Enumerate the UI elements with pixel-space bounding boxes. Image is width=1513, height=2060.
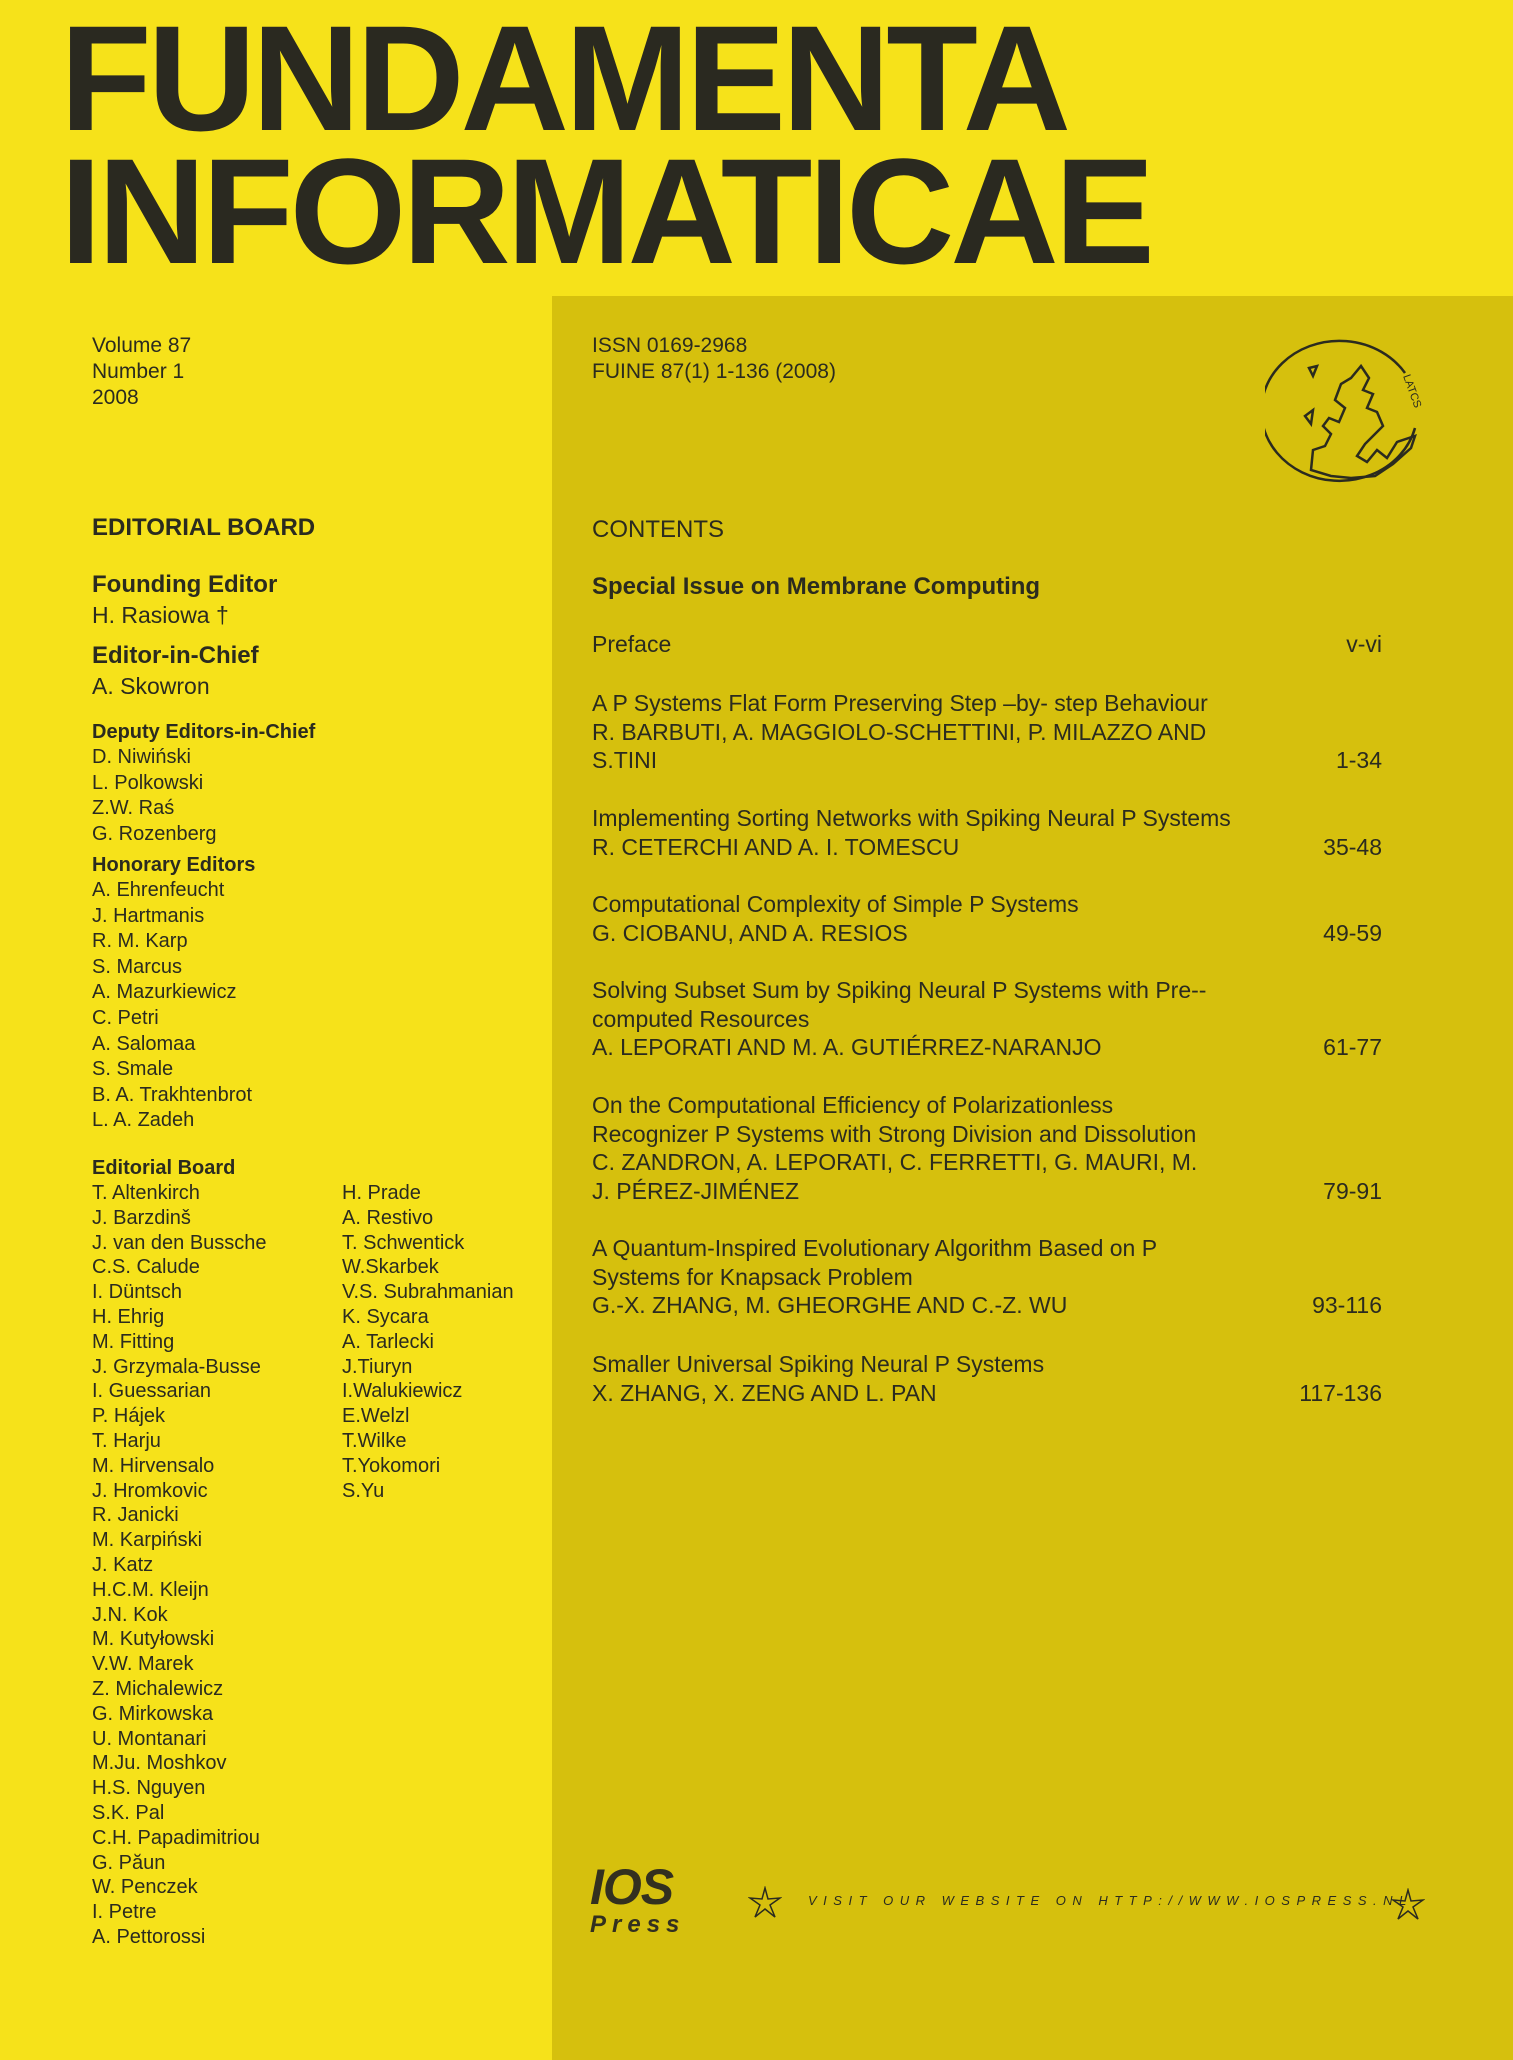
issue-year: 2008 xyxy=(92,386,139,409)
honorary-editors-block xyxy=(92,853,255,1134)
toc-pages: 117-136 xyxy=(1299,1379,1382,1406)
latcs-europe-map-logo xyxy=(1265,338,1435,488)
board-member: M. Fitting xyxy=(92,1330,175,1353)
board-member: I. Düntsch xyxy=(92,1281,183,1304)
issue-number: Number 1 xyxy=(92,360,185,383)
board-member: H. Prade xyxy=(342,1182,421,1204)
toc-authors-line: R. BARBUTI, A. MAGGIOLO-SCHETTINI, P. MILAZZO AND xyxy=(592,718,1207,745)
star-ornament-icon xyxy=(748,1886,782,1920)
toc-entry-preface xyxy=(592,630,1382,659)
toc-pages: 79-91 xyxy=(1323,1177,1382,1204)
board-member: E.Welzl xyxy=(342,1405,410,1428)
founding-editor-name: H. Rasiowa † xyxy=(92,602,229,628)
board-member: T. Schwentick xyxy=(342,1231,465,1254)
journal-title xyxy=(60,0,1151,295)
board-member: Z. Michalewicz xyxy=(92,1677,224,1700)
toc-title-line: Solving Subset Sum by Spiking Neural P Systems with Pre-- xyxy=(592,977,1207,1003)
toc-entry xyxy=(592,804,1382,861)
board-member: G. Mirkowska xyxy=(92,1702,214,1725)
board-member: C.S. Calude xyxy=(92,1256,200,1279)
board-member: J. Grzymala-Busse xyxy=(92,1355,261,1378)
board-member: J.N. Kok xyxy=(92,1603,168,1626)
toc-pages: 93-116 xyxy=(1312,1292,1382,1318)
toc-pages: 61-77 xyxy=(1323,1034,1382,1060)
toc-authors-line: G.-X. ZHANG, M. GHEORGHE AND C.-Z. WU xyxy=(592,1292,1068,1318)
editorial-board-column-2 xyxy=(342,1181,514,1503)
honorary-editor: J. Hartmanis xyxy=(92,904,205,927)
honorary-editor: S. Marcus xyxy=(92,955,183,978)
contents-heading: CONTENTS xyxy=(592,516,724,543)
editor-in-chief-label: Editor-in-Chief xyxy=(92,642,259,669)
editorial-board-column-1 xyxy=(92,1181,267,1950)
toc-pages: 49-59 xyxy=(1323,919,1382,946)
board-member: J. van den Bussche xyxy=(92,1231,267,1254)
toc-pages: v-vi xyxy=(1346,631,1382,657)
journal-title-line2: INFORMATICAE xyxy=(60,127,1151,295)
toc-authors-line: C. ZANDRON, A. LEPORATI, C. FERRETTI, G. MAURI, M. xyxy=(592,1149,1198,1175)
toc-entry xyxy=(592,689,1382,775)
toc-title-line: A Quantum-Inspired Evolutionary Algorithm Based on P xyxy=(592,1235,1158,1261)
board-member: W. Penczek xyxy=(92,1876,198,1899)
board-member: J. Hromkovic xyxy=(92,1479,208,1502)
toc-authors-line: S.TINI xyxy=(592,747,658,773)
board-member: A. Restivo xyxy=(342,1206,434,1229)
honorary-editors-label: Honorary Editors xyxy=(92,854,256,876)
toc-entry xyxy=(592,976,1382,1062)
honorary-editor: B. A. Trakhtenbrot xyxy=(92,1083,253,1106)
board-member: T. Altenkirch xyxy=(92,1182,200,1204)
board-member: H. Ehrig xyxy=(92,1305,165,1328)
board-member: S.Yu xyxy=(342,1479,385,1502)
toc-entry xyxy=(592,1091,1382,1205)
ios-press-logo xyxy=(590,1859,686,1938)
toc-authors-line: X. ZHANG, X. ZENG AND L. PAN xyxy=(592,1379,937,1406)
founding-editor-block xyxy=(92,570,277,630)
issn: ISSN 0169-2968 xyxy=(592,334,748,357)
honorary-editor: L. A. Zadeh xyxy=(92,1109,195,1132)
citation: FUINE 87(1) 1-136 (2008) xyxy=(592,360,836,383)
honorary-editor: S. Smale xyxy=(92,1058,174,1081)
volume: Volume 87 xyxy=(92,334,192,357)
identifiers xyxy=(592,333,836,385)
deputy-editors-block xyxy=(92,720,315,847)
board-member: T.Yokomori xyxy=(342,1454,441,1477)
toc-title-line: Systems for Knapsack Problem xyxy=(592,1263,913,1290)
board-member: J.Tiuryn xyxy=(342,1355,413,1378)
founding-editor-label: Founding Editor xyxy=(92,571,278,598)
website-notice: VISIT OUR WEBSITE ON HTTP://WWW.IOSPRESS.NL xyxy=(808,1893,1413,1908)
board-member: J. Katz xyxy=(92,1553,154,1576)
honorary-editor: A. Salomaa xyxy=(92,1032,196,1055)
board-member: P. Hájek xyxy=(92,1405,166,1428)
toc-authors-line: J. PÉREZ-JIMÉNEZ xyxy=(592,1177,800,1204)
board-member: V.S. Subrahmanian xyxy=(342,1281,514,1304)
toc-title-line: Computational Complexity of Simple P Systems xyxy=(592,891,1079,917)
board-member: M. Hirvensalo xyxy=(92,1454,215,1477)
editorial-board-label-block xyxy=(92,1156,235,1181)
board-member: A. Pettorossi xyxy=(92,1925,206,1948)
board-member: I. Petre xyxy=(92,1901,157,1924)
toc-authors-line: A. LEPORATI AND M. A. GUTIÉRREZ-NARANJO xyxy=(592,1034,1102,1060)
toc-pages: 1-34 xyxy=(1335,747,1382,773)
deputy-editor: D. Niwiński xyxy=(92,746,191,768)
toc-line: Preface xyxy=(592,631,672,657)
toc-entry xyxy=(592,1234,1382,1320)
board-member: T. Harju xyxy=(92,1429,161,1452)
board-member: I.Walukiewicz xyxy=(342,1380,463,1403)
editor-in-chief-block xyxy=(92,641,259,701)
board-member: J. Barzdinš xyxy=(92,1206,191,1229)
toc-title-line: computed Resources xyxy=(592,1005,810,1032)
honorary-editor: R. M. Karp xyxy=(92,930,188,953)
board-member: V.W. Marek xyxy=(92,1653,194,1676)
deputy-editors-label: Deputy Editors-in-Chief xyxy=(92,721,316,743)
board-member: W.Skarbek xyxy=(342,1256,439,1279)
board-member: M.Ju. Moshkov xyxy=(92,1752,227,1775)
board-member: G. Păun xyxy=(92,1851,166,1874)
honorary-editor: A. Mazurkiewicz xyxy=(92,981,237,1004)
toc-title-line: On the Computational Efficiency of Polarizationless xyxy=(592,1092,1114,1118)
special-issue-title: Special Issue on Membrane Computing xyxy=(592,573,1041,600)
board-member: A. Tarlecki xyxy=(342,1330,434,1353)
editorial-board-heading: EDITORIAL BOARD xyxy=(92,514,316,541)
board-member: H.S. Nguyen xyxy=(92,1777,206,1800)
toc-entry xyxy=(592,1350,1382,1407)
board-member: M. Karpiński xyxy=(92,1529,203,1552)
toc-pages: 35-48 xyxy=(1323,833,1382,860)
deputy-editor: G. Rozenberg xyxy=(92,822,217,845)
journal-title-line1: FUNDAMENTA xyxy=(60,0,1068,162)
issue-info xyxy=(92,333,191,411)
board-member: C.H. Papadimitriou xyxy=(92,1826,260,1849)
deputy-editor: L. Polkowski xyxy=(92,771,204,794)
editor-in-chief-name: A. Skowron xyxy=(92,673,210,699)
logo-label: LATCS xyxy=(1400,372,1424,410)
toc-authors-line: G. CIOBANU, AND A. RESIOS xyxy=(592,919,908,946)
board-member: K. Sycara xyxy=(342,1305,429,1328)
board-member: T.Wilke xyxy=(342,1429,407,1452)
board-member: M. Kutyłowski xyxy=(92,1628,215,1651)
star-ornament-icon xyxy=(1391,1888,1425,1922)
board-member: U. Montanari xyxy=(92,1727,207,1750)
toc-title-line: Implementing Sorting Networks with Spiking Neural P Systems xyxy=(592,805,1231,831)
board-member: R. Janicki xyxy=(92,1504,179,1527)
toc-entry xyxy=(592,890,1382,947)
ios-logo-main: IOS xyxy=(590,1859,674,1915)
ios-logo-sub: Press xyxy=(590,1911,686,1938)
honorary-editor: C. Petri xyxy=(92,1006,159,1029)
editorial-board-label: Editorial Board xyxy=(92,1157,236,1179)
deputy-editor: Z.W. Raś xyxy=(92,797,175,820)
honorary-editor: A. Ehrenfeucht xyxy=(92,879,225,901)
board-member: H.C.M. Kleijn xyxy=(92,1578,209,1601)
board-member: I. Guessarian xyxy=(92,1380,211,1403)
toc-title-line: Smaller Universal Spiking Neural P Systems xyxy=(592,1351,1045,1377)
toc-title-line: Recognizer P Systems with Strong Division and Dissolution xyxy=(592,1120,1197,1147)
board-member: S.K. Pal xyxy=(92,1801,165,1824)
toc-authors-line: R. CETERCHI AND A. I. TOMESCU xyxy=(592,833,960,860)
toc-title-line: A P Systems Flat Form Preserving Step –by- step Behaviour xyxy=(592,690,1208,716)
